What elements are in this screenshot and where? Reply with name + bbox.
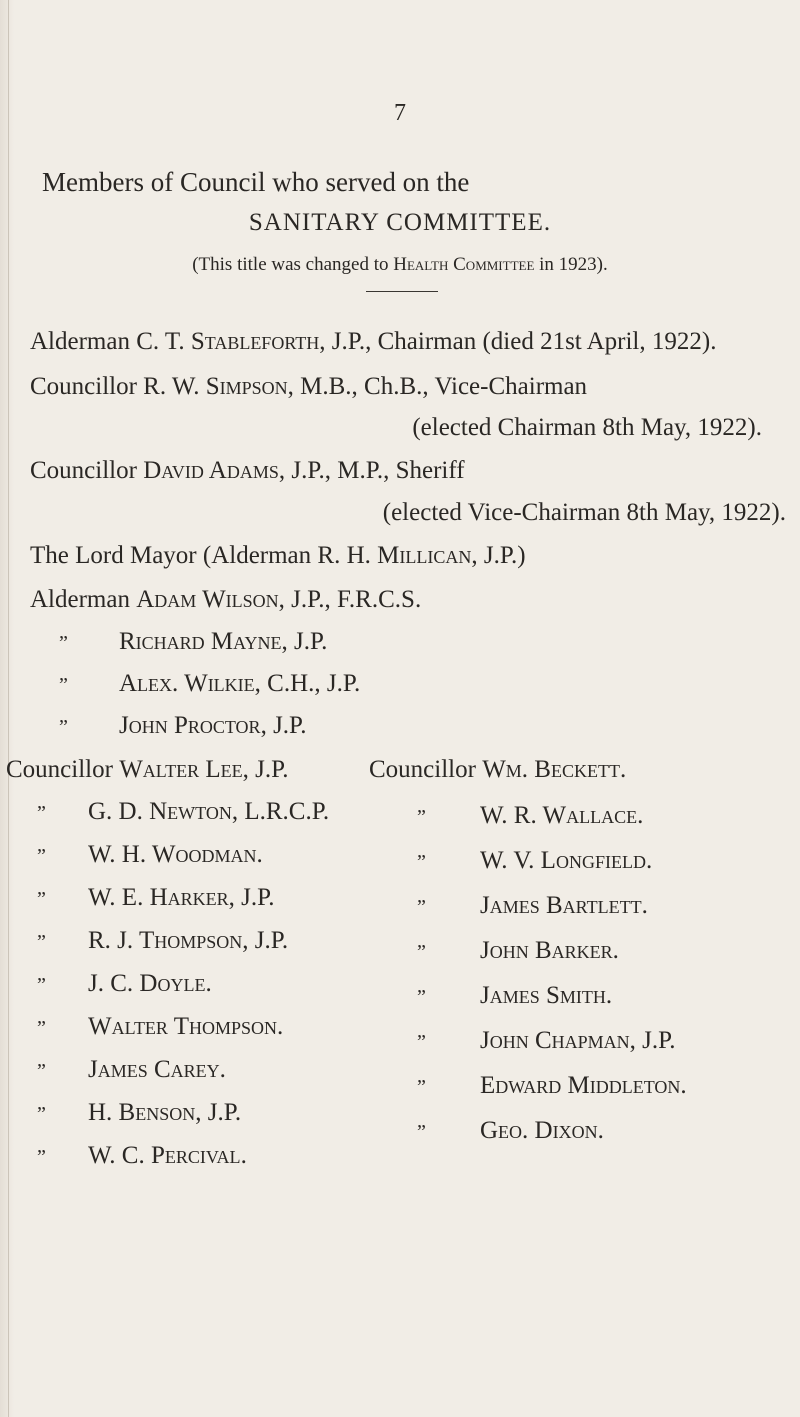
member-name: R. J. Thompson [88,927,243,954]
ditto-mark: ” [37,1146,46,1168]
councillor-entry [88,927,288,955]
divider-rule [366,291,438,292]
member-name: G. D. Newton [88,798,232,825]
member-detail: , J.P. [281,628,328,655]
member-name: J. C. Doyle [88,970,206,997]
alderman-entry [119,670,360,698]
officer-detail: , M.B., Ch.B., Vice-Chairman [287,373,588,400]
ditto-mark: ” [37,802,46,824]
councillor-title: Councillor [369,756,476,783]
member-name: Geo. Dixon [480,1117,598,1144]
councillor-entry [6,756,289,784]
councillor-entry [88,841,263,869]
officer-lord-mayor [30,542,526,570]
member-detail: . [205,970,212,997]
officer-detail: , J.P.) [471,542,526,569]
ditto-mark: ” [37,845,46,867]
councillor-entry [88,970,212,998]
member-detail: , J.P. [242,756,289,783]
alderman-title: Alderman [30,586,130,613]
member-name: Walter Lee [119,756,243,783]
officer-name: Millican [377,542,472,569]
councillor-entry [480,1072,687,1100]
member-name: John Barker [480,937,613,964]
member-detail: . [612,937,619,964]
officer-detail: , J.P., M.P., Sheriff [278,457,465,484]
ditto-mark: ” [59,716,68,738]
officer-note: (elected Chairman 8th May, 1922). [412,414,762,441]
member-detail: . [605,982,613,1009]
councillor-entry [480,982,612,1010]
page-heading: Members of Council who served on the [42,167,470,197]
member-detail: . [645,847,653,874]
officer-chairman [30,328,716,356]
councillor-entry [480,937,619,965]
member-detail: . [219,1056,226,1083]
committee-note-suffix: in 1923). [534,254,608,275]
officer-title: Councillor [30,457,144,484]
officer-title: Alderman C. T. [30,328,191,355]
officer-title: Councillor R. W. [30,373,206,400]
member-name: James Bartlett [480,892,642,919]
member-name: James Smith [480,982,606,1009]
ditto-mark: ” [417,1121,426,1143]
alderman-entry [119,628,327,656]
member-detail: . [619,756,627,783]
member-detail: . [637,802,644,829]
member-detail: . [641,892,648,919]
member-name: Adam Wilson [136,586,279,613]
member-detail: . [597,1117,604,1144]
officer-sheriff [30,457,465,485]
councillor-entry [480,847,652,875]
councillor-entry [480,1117,604,1145]
councillor-entry [88,1099,241,1127]
ditto-mark: ” [417,851,426,873]
ditto-mark: ” [417,896,426,918]
councillor-entry [88,798,329,826]
member-detail: . [240,1142,247,1169]
ditto-mark: ” [37,974,46,996]
councillor-entry [88,1056,226,1084]
ditto-mark: ” [417,806,426,828]
member-detail: . [256,841,263,868]
member-name: W. C. Percival [88,1142,241,1169]
committee-note-prefix: (This title was changed to [192,254,394,275]
member-detail: , J.P. [228,884,275,911]
page-number: 7 [394,100,406,126]
ditto-mark: ” [417,986,426,1008]
member-name: John Proctor [119,712,261,739]
alderman-entry [30,586,421,614]
ditto-mark: ” [417,1031,426,1053]
councillor-title: Councillor [6,756,113,783]
alderman-entry [119,712,306,740]
councillor-entry [88,1013,283,1041]
officer-title: The Lord Mayor (Alderman R. H. [30,542,378,569]
member-name: Walter Thompson [88,1013,278,1040]
ditto-mark: ” [37,1103,46,1125]
member-name: Alex. Wilkie [119,670,255,697]
committee-note [0,254,800,276]
member-detail: . [277,1013,284,1040]
member-detail: , J.P. [242,927,289,954]
member-detail: , J.P. [629,1027,676,1054]
officer-name: Simpson [205,373,288,400]
member-name: Edward Middleton [480,1072,681,1099]
ditto-mark: ” [59,632,68,654]
councillor-entry [480,1027,676,1055]
member-name: W. R. Wallace [480,802,638,829]
member-name: W. V. Longfield [480,847,646,874]
ditto-mark: ” [37,888,46,910]
officer-name: David Adams [143,457,279,484]
officer-vice-chairman [30,373,587,401]
officer-detail: , J.P., Chairman (died 21st April, 1922). [319,328,717,355]
ditto-mark: ” [417,941,426,963]
member-name: Wm. Beckett [482,756,620,783]
committee-note-name: Health Committee [393,254,535,275]
ditto-mark: ” [37,1060,46,1082]
officer-name: Stableforth [190,328,320,355]
member-name: James Carey [88,1056,220,1083]
councillor-entry [369,756,626,784]
ditto-mark: ” [37,931,46,953]
member-name: H. Benson [88,1099,196,1126]
councillor-entry [88,884,275,912]
councillor-entry [480,892,648,920]
member-detail: , J.P., F.R.C.S. [278,586,422,613]
member-name: W. E. Harker [88,884,229,911]
member-name: John Chapman [480,1027,630,1054]
member-detail: , C.H., J.P. [254,670,361,697]
member-detail: , J.P. [195,1099,242,1126]
officer-note: (elected Vice-Chairman 8th May, 1922). [382,499,786,526]
member-detail: , L.R.C.P. [231,798,330,825]
ditto-mark: ” [37,1017,46,1039]
member-detail: . [680,1072,687,1099]
member-detail: , J.P. [260,712,307,739]
ditto-mark: ” [417,1076,426,1098]
member-name: W. H. Woodman [88,841,257,868]
member-name: Richard Mayne [119,628,282,655]
councillor-entry [88,1142,247,1170]
committee-title: SANITARY COMMITTEE. [248,209,552,236]
councillor-entry [480,802,643,830]
ditto-mark: ” [59,674,68,696]
